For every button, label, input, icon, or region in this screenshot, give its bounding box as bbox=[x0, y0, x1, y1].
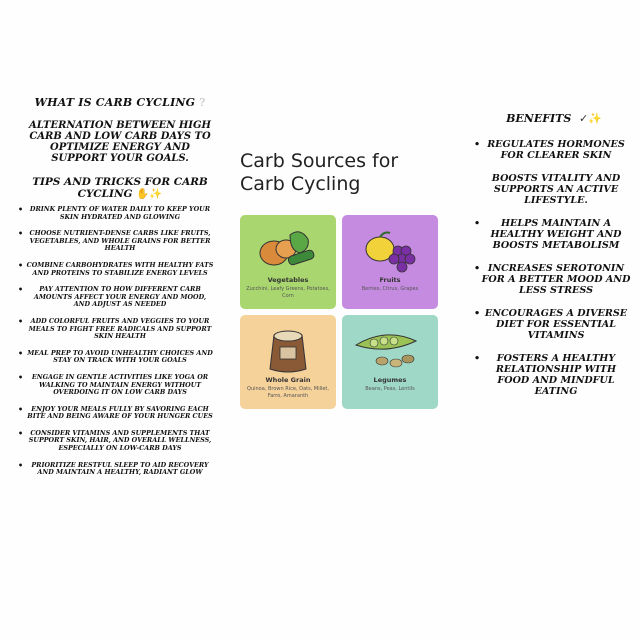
list-item: • PRIORITIZE RESTFUL SLEEP TO AID RECOVERY AND MAINTAIN A HEALTHY, RADIANT GLOW bbox=[22, 462, 218, 477]
card-vegetables bbox=[240, 215, 336, 309]
legumes-icon bbox=[342, 323, 438, 373]
list-item: • CHOOSE NUTRIENT-DENSE CARBS LIKE FRUITS, VEGETABLES, AND WHOLE GRAINS FOR BETTER HEALTH bbox=[22, 230, 218, 253]
card-whole-grain bbox=[240, 315, 336, 409]
list-item: BOOSTS VITALITY AND SUPPORTS AN ACTIVE LIFESTYLE. bbox=[491, 173, 621, 206]
list-item: • ENCOURAGES A DIVERSE DIET FOR ESSENTIAL VITAMINS bbox=[476, 308, 632, 341]
page-title bbox=[240, 150, 450, 196]
list-item: • DRINK PLENTY OF WATER DAILY TO KEEP YOUR SKIN HYDRATED AND GLOWING bbox=[22, 206, 218, 221]
card-name: Fruits bbox=[379, 276, 401, 284]
list-item: • HELPS MAINTAIN A HEALTHY WEIGHT AND BOOSTS METABOLISM bbox=[476, 218, 632, 251]
sparkles-icon: ✨ bbox=[588, 112, 602, 125]
list-item: • COMBINE CARBOHYDRATES WITH HEALTHY FATS AND PROTEINS TO STABILIZE ENERGY LEVELS bbox=[22, 262, 218, 277]
title-line-1: Carb Sources for bbox=[240, 150, 399, 172]
tips-heading-text: TIPS AND TRICKS FOR CARB CYCLING bbox=[32, 176, 208, 200]
benefits-heading bbox=[476, 112, 632, 125]
check-mark-icon: ✓ bbox=[578, 112, 589, 125]
intro-text: ALTERNATION BETWEEN HIGH CARB AND LOW CARB DAYS TO OPTIMIZE ENERGY AND SUPPORT YOUR GOALS. bbox=[29, 120, 211, 164]
center-panel bbox=[240, 150, 450, 409]
card-name: Legumes bbox=[373, 376, 407, 384]
list-item: • MEAL PREP TO AVOID UNHEALTHY CHOICES AND STAY ON TRACK WITH YOUR GOALS bbox=[22, 350, 218, 365]
card-subtitle: Quinoa, Brown Rice, Oats, Millet, Farro, Amaranth bbox=[247, 386, 329, 399]
card-subtitle: Zucchini, Leafy Greens, Potatoes, Corn bbox=[246, 286, 330, 299]
vegetables-icon bbox=[240, 223, 336, 273]
grain-sack-icon bbox=[240, 323, 336, 373]
tips-heading bbox=[22, 176, 218, 200]
list-item: • ENGAGE IN GENTLE ACTIVITIES LIKE YOGA OR WALKING TO MAINTAIN ENERGY WITHOUT OVERDOING IT ON LOW CARB DAYS bbox=[22, 374, 218, 397]
raised-hands-sparkles-icon: ✋✨ bbox=[136, 188, 163, 200]
list-item: • REGULATES HORMONES FOR CLEARER SKIN bbox=[476, 139, 632, 161]
card-fruits bbox=[342, 215, 438, 309]
list-item: • INCREASES SEROTONIN FOR A BETTER MOOD AND LESS STRESS bbox=[476, 263, 632, 296]
title-line-2: Carb Cycling bbox=[240, 173, 361, 195]
list-item: • FOSTERS A HEALTHY RELATIONSHIP WITH FOOD AND MINDFUL EATING bbox=[476, 353, 632, 397]
question-mark-icon: ? bbox=[199, 96, 206, 109]
left-column bbox=[22, 96, 218, 486]
fruits-icon bbox=[342, 223, 438, 273]
list-item: • CONSIDER VITAMINS AND SUPPLEMENTS THAT SUPPORT SKIN, HAIR, AND OVERALL WELLNESS, ESPECIALLY ON LOW-CARB DAYS bbox=[22, 430, 218, 453]
what-is-heading bbox=[22, 96, 218, 109]
benefits-heading-text: BENEFITS bbox=[506, 112, 572, 125]
card-name: Whole Grain bbox=[265, 376, 311, 384]
right-column bbox=[476, 112, 632, 409]
list-item: • ADD COLORFUL FRUITS AND VEGGIES TO YOUR MEALS TO FIGHT FREE RADICALS AND SUPPORT SKIN HEALTH bbox=[22, 318, 218, 341]
list-item: • ENJOY YOUR MEALS FULLY BY SAVORING EACH BITE AND BEING AWARE OF YOUR HUNGER CUES bbox=[22, 406, 218, 421]
what-is-heading-text: WHAT IS CARB CYCLING bbox=[34, 96, 196, 109]
card-subtitle: Beans, Peas, Lentils bbox=[365, 386, 415, 392]
list-item: • PAY ATTENTION TO HOW DIFFERENT CARB AMOUNTS AFFECT YOUR ENERGY AND MOOD, AND ADJUST AS NEEDED bbox=[22, 286, 218, 309]
card-subtitle: Berries, Citrus, Grapes bbox=[361, 286, 419, 292]
card-legumes bbox=[342, 315, 438, 409]
card-name: Vegetables bbox=[267, 276, 309, 284]
tips-list bbox=[22, 206, 218, 477]
carb-source-grid bbox=[240, 215, 450, 409]
